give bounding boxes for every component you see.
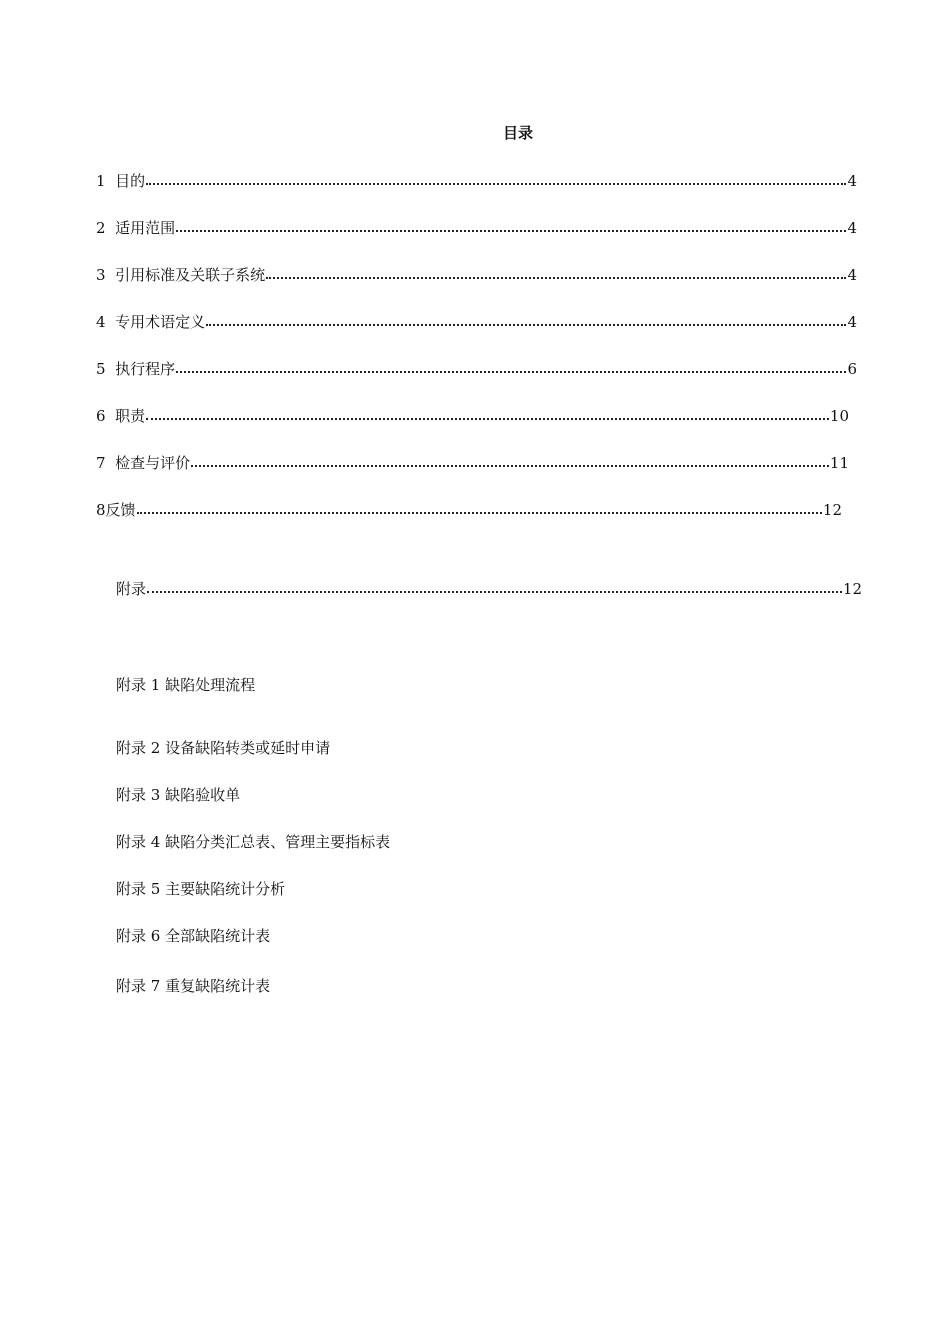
toc-entry[interactable] (96, 452, 849, 474)
toc-entry-number: 4 (96, 313, 106, 331)
toc-entry-number: 7 (96, 454, 106, 472)
toc-entry[interactable] (96, 499, 842, 521)
toc-entry[interactable] (96, 264, 857, 286)
toc-entry[interactable] (96, 217, 857, 239)
page-title: 目录 (502, 124, 533, 142)
toc-entry-page: 4 (847, 313, 857, 331)
toc-entry-page: 4 (847, 172, 857, 190)
toc-leader-dots (176, 363, 846, 373)
toc-leader-dots (137, 504, 822, 514)
toc-entry-label: 附录 (116, 580, 147, 598)
toc-entry-page: 12 (842, 580, 862, 598)
toc-entry-label: 适用范围 (115, 219, 176, 237)
toc-entry-number: 6 (96, 407, 106, 425)
toc-leader-dots (146, 410, 829, 420)
toc-entry-page: 6 (847, 360, 857, 378)
toc-entry-label: 引用标准及关联子系统 (115, 266, 266, 284)
toc-entry-label: 反馈 (105, 501, 136, 519)
appendix-item: 附录 4 缺陷分类汇总表、管理主要指标表 (116, 833, 391, 851)
appendix-item: 附录 6 全部缺陷统计表 (116, 927, 271, 945)
appendix-item: 附录 7 重复缺陷统计表 (116, 977, 271, 995)
toc-entry-number: 8 (96, 501, 106, 519)
toc-entry-label: 检查与评价 (115, 454, 191, 472)
appendix-item: 附录 5 主要缺陷统计分析 (116, 880, 286, 898)
toc-entry-label: 职责 (115, 407, 146, 425)
toc-entry-page: 12 (822, 501, 842, 519)
appendix-item: 附录 1 缺陷处理流程 (116, 676, 256, 694)
toc-entry-page: 10 (829, 407, 849, 425)
toc-leader-dots (191, 457, 829, 467)
toc-leader-dots (176, 222, 846, 232)
toc-entry[interactable] (96, 311, 857, 333)
toc-entry[interactable] (96, 170, 857, 192)
toc-entry-label: 执行程序 (115, 360, 176, 378)
toc-leader-dots (146, 175, 846, 185)
appendix-item: 附录 3 缺陷验收单 (116, 786, 241, 804)
toc-entry[interactable] (96, 358, 857, 380)
toc-entry-number: 2 (96, 219, 106, 237)
toc-entry-number: 1 (96, 172, 106, 190)
toc-entry[interactable] (96, 405, 849, 427)
toc-entry-number: 3 (96, 266, 106, 284)
toc-entry-label: 专用术语定义 (115, 313, 206, 331)
toc-entry-number: 5 (96, 360, 106, 378)
toc-entry-page: 4 (847, 219, 857, 237)
toc-entry-label: 目的 (115, 172, 146, 190)
toc-entry-page: 11 (829, 454, 849, 472)
toc-leader-dots (206, 316, 846, 326)
toc-entry-page: 4 (847, 266, 857, 284)
toc-leader-dots (266, 269, 846, 279)
toc-leader-dots (147, 583, 842, 593)
toc-appendix-entry[interactable] (116, 578, 862, 600)
appendix-item: 附录 2 设备缺陷转类或延时申请 (116, 739, 331, 757)
